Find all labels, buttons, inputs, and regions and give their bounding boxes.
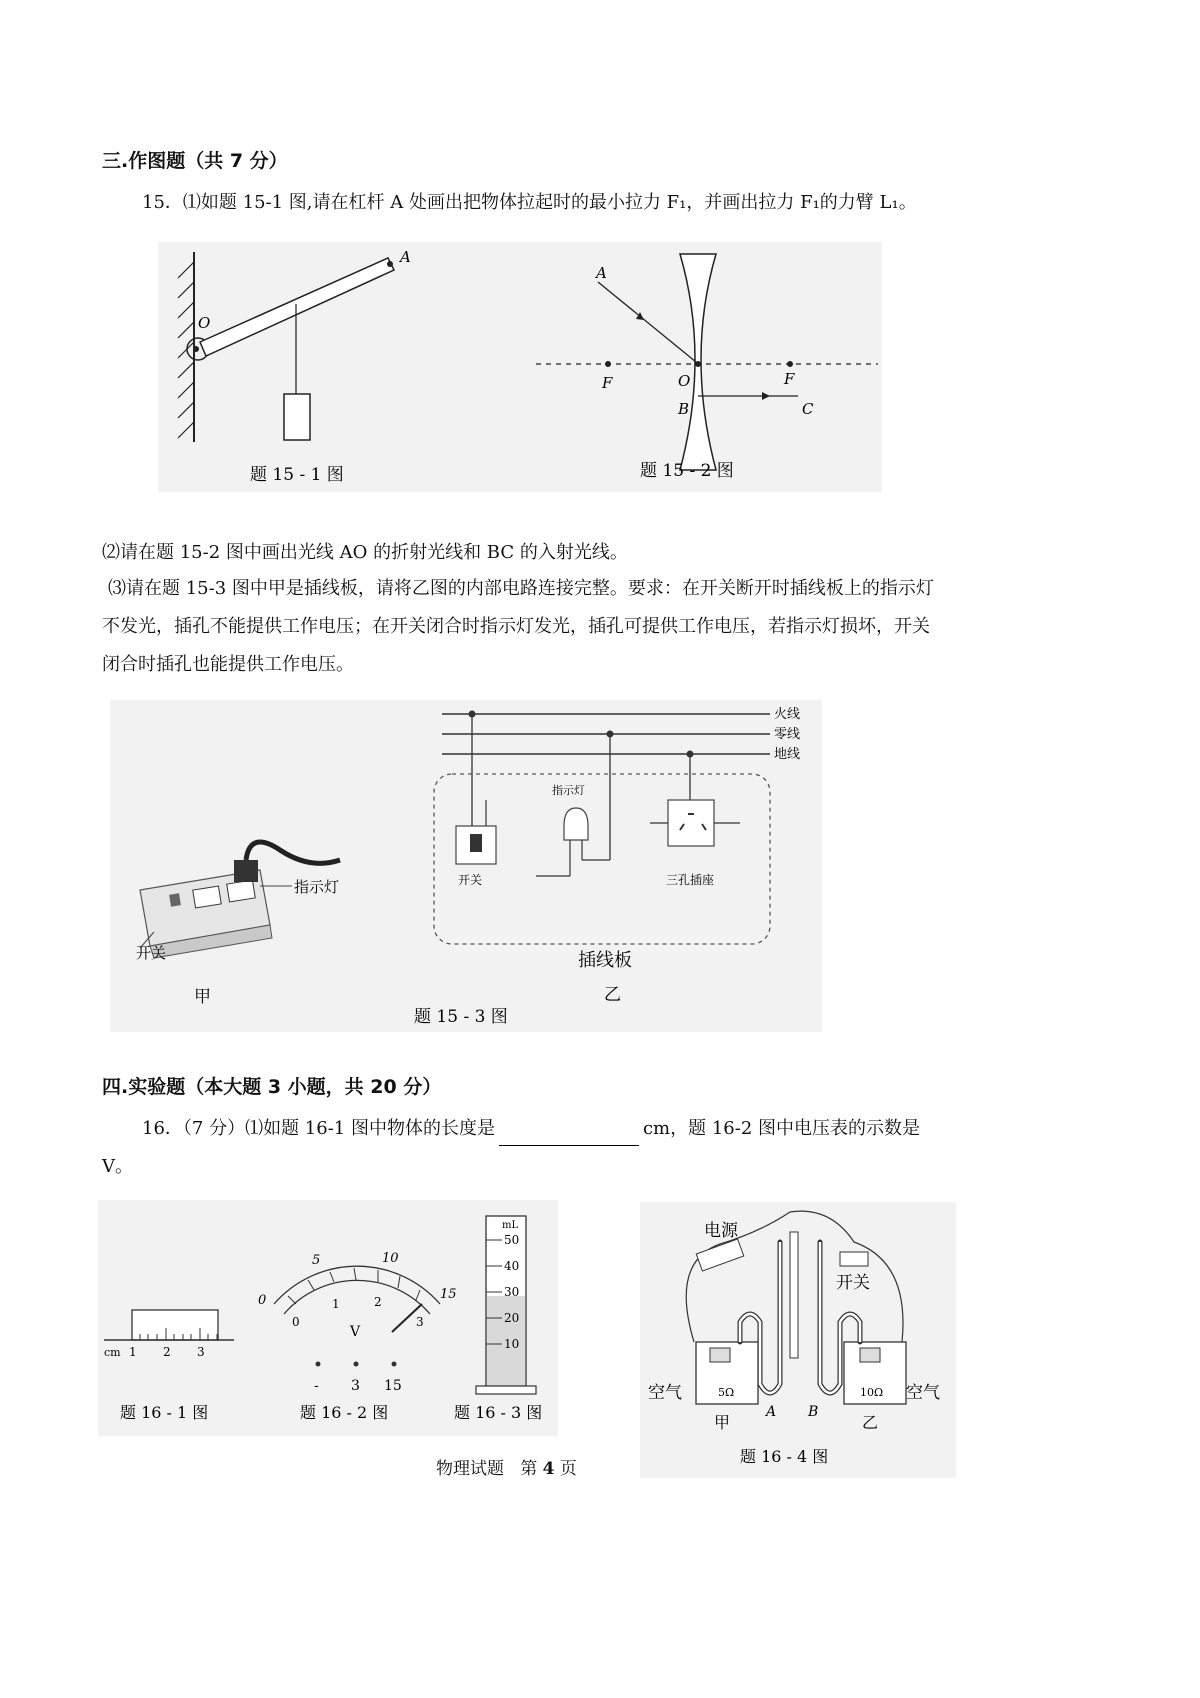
fig15-3-socket: 三孔插座 xyxy=(666,873,715,887)
fig16-4-caption: 题 16 - 4 图 xyxy=(740,1447,829,1466)
page-footer xyxy=(436,1454,577,1479)
fig16-3-30: 30 xyxy=(504,1285,520,1299)
fig16-1-tick-1: 1 xyxy=(129,1345,137,1359)
fig16-4-label-a: A xyxy=(766,1404,777,1420)
fig16-1-tick-2: 2 xyxy=(163,1345,171,1359)
fig16-3-40: 40 xyxy=(504,1259,520,1273)
question-16-part-b: cm，题 16-2 图中电压表的示数是 xyxy=(642,1118,920,1139)
section3-title: 三.作图题（共 7 分） xyxy=(102,150,288,172)
fig16-2-upper-10: 10 xyxy=(382,1251,399,1266)
fig15-2-label-c: C xyxy=(802,400,814,418)
fig15-2-label-f-right: F xyxy=(784,370,795,388)
figure-16-4 xyxy=(640,1202,956,1478)
fig16-1-unit: cm xyxy=(104,1346,121,1359)
fig16-2-term-minus: - xyxy=(314,1378,319,1394)
fig16-4-r10: 10Ω xyxy=(860,1386,884,1399)
fig16-3-caption: 题 16 - 3 图 xyxy=(454,1403,543,1422)
fig15-3-switch: 开关 xyxy=(458,873,483,887)
fig16-2-term-3: 3 xyxy=(351,1378,360,1394)
question-15-2: ⑵请在题 15-2 图中画出光线 AO 的折射光线和 BC 的入射光线。 xyxy=(102,542,628,563)
footer-page-suffix: 页 xyxy=(559,1459,577,1479)
fig16-2-upper-0: 0 xyxy=(258,1293,267,1308)
fig16-1-tick-3: 3 xyxy=(197,1345,205,1359)
fig16-3-50: 50 xyxy=(504,1233,520,1247)
fig15-3-jia-switch: 开关 xyxy=(136,944,167,962)
wire-neutral-label: 零线 xyxy=(774,727,801,742)
question-15-3-line2: 不发光，插孔不能提供工作电压；在开关闭合时指示灯发光，插孔可提供工作电压，若指示灯损坏，开关 xyxy=(102,616,930,637)
wire-ground-label: 地线 xyxy=(774,747,801,762)
fig15-2-label-f-left: F xyxy=(602,374,613,392)
question-16 xyxy=(142,1112,920,1146)
fig16-2-caption: 题 16 - 2 图 xyxy=(300,1403,389,1422)
fig16-4-jia: 甲 xyxy=(714,1413,731,1432)
fig15-3-yi: 乙 xyxy=(604,985,621,1005)
fig16-3-10: 10 xyxy=(504,1337,520,1351)
question-16-part-c: V。 xyxy=(102,1156,133,1177)
fig16-1-caption: 题 16 - 1 图 xyxy=(120,1403,209,1422)
question-15-3-line3: 闭合时插孔也能提供工作电压。 xyxy=(102,654,354,675)
fig16-3-unit: mL xyxy=(502,1220,519,1231)
figure-15-1-2 xyxy=(158,242,882,492)
question-15-1: 15．⑴如题 15-1 图,请在杠杆 A 处画出把物体拉起时的最小拉力 F₁，并画出拉力 F₁的力臂 L₁。 xyxy=(142,192,917,213)
fig16-4-air-right: 空气 xyxy=(906,1383,940,1403)
fig16-4-yi: 乙 xyxy=(862,1413,879,1432)
question-15-3-line1: ⑶请在题 15-3 图中甲是插线板，请将乙图的内部电路连接完整。要求：在开关断开时插线板上的指示灯 xyxy=(108,578,934,599)
fig16-4-label-b: B xyxy=(808,1404,819,1420)
fig16-2-lower-1: 1 xyxy=(332,1297,340,1311)
fig16-3-20: 20 xyxy=(504,1311,520,1325)
fig16-2-upper-15: 15 xyxy=(440,1287,457,1302)
fig15-1-label-a: A xyxy=(400,248,411,266)
fig16-2-upper-5: 5 xyxy=(312,1253,321,1268)
section4-title: 四.实验题（本大题 3 小题，共 20 分） xyxy=(102,1076,442,1098)
fig16-2-lower-2: 2 xyxy=(374,1295,382,1309)
fig16-2-lower-0: 0 xyxy=(292,1315,300,1329)
fig15-3-jia-indicator: 指示灯 xyxy=(294,878,340,896)
fig16-4-switch: 开关 xyxy=(836,1273,870,1293)
fig16-2-unit: V xyxy=(350,1324,361,1340)
fig16-2-lower-3: 3 xyxy=(416,1315,424,1329)
fig15-2-caption: 题 15 - 2 图 xyxy=(640,461,734,481)
fig16-4-power: 电源 xyxy=(704,1221,738,1241)
fig15-3-caption: 题 15 - 3 图 xyxy=(414,1007,508,1027)
footer-subject: 物理试题 xyxy=(436,1459,504,1479)
fig16-4-r5: 5Ω xyxy=(718,1386,735,1399)
fig15-2-label-b: B xyxy=(678,400,690,418)
fig15-2-label-o: O xyxy=(678,372,691,390)
figure-16-1-3 xyxy=(98,1200,558,1436)
fig15-2-label-a: A xyxy=(596,264,607,282)
footer-page-number: 4 xyxy=(542,1459,555,1479)
figure-15-3 xyxy=(110,700,822,1032)
fig15-1-caption: 题 15 - 1 图 xyxy=(250,465,344,485)
fig15-1-label-o: O xyxy=(198,314,211,332)
fig15-3-board: 插线板 xyxy=(578,950,632,971)
answer-blank-length[interactable] xyxy=(499,1125,639,1146)
wire-live-label: 火线 xyxy=(774,707,801,722)
fig15-3-jia: 甲 xyxy=(194,987,211,1007)
fig16-2-term-15: 15 xyxy=(384,1378,402,1394)
fig16-4-air-left: 空气 xyxy=(648,1383,682,1403)
question-16-part-a: 16．（7 分）⑴如题 16-1 图中物体的长度是 xyxy=(142,1118,495,1139)
fig15-3-indicator: 指示灯 xyxy=(552,784,585,797)
footer-page-prefix: 第 xyxy=(520,1459,538,1479)
